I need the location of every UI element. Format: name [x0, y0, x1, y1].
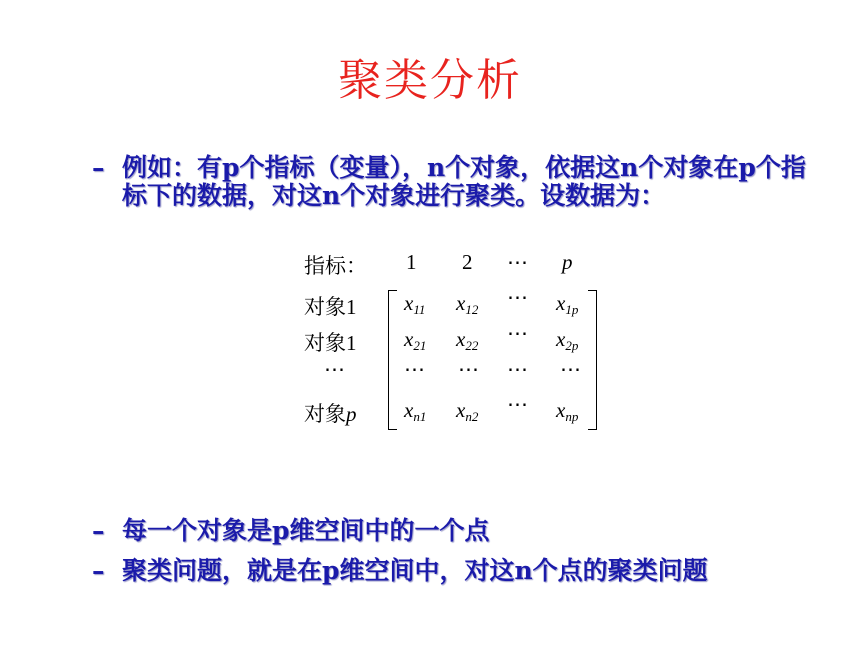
bullet-text: 每一个对象是p维空间中的一个点 [122, 516, 490, 545]
matrix-row-label: 对象p [304, 402, 357, 426]
matrix-header-col: p [562, 250, 573, 274]
matrix-cell: $x_{2p}$ [556, 327, 579, 353]
matrix-left-bracket [388, 290, 397, 430]
matrix-cell: ⋯ [507, 357, 528, 381]
matrix-right-bracket [588, 290, 597, 430]
bullet-text: 例如：有p个指标（变量），n个对象，依据这n个对象在p个指标下的数据，对这n个对象进行聚类。设数据为： [122, 153, 806, 210]
matrix-cell: $x_{22}$ [456, 327, 479, 353]
matrix-cell: $x_{np}$ [556, 398, 579, 424]
matrix-header-col: 2 [462, 250, 473, 274]
matrix-cell: ⋯ [507, 321, 528, 345]
matrix-row-label: ⋯ [324, 357, 345, 381]
matrix-cell: ⋯ [458, 357, 479, 381]
matrix-cell: $x_{12}$ [456, 291, 479, 317]
matrix-cell: $x_{n1}$ [404, 398, 427, 424]
matrix-cell: ⋯ [404, 357, 425, 381]
matrix-header-col: 1 [406, 250, 417, 274]
matrix-cell: $x_{1p}$ [556, 291, 579, 317]
bullet-example [92, 154, 812, 210]
bullet-dash: – [92, 153, 105, 182]
slide-title: 聚类分析 [338, 55, 522, 106]
matrix-row-label: 对象1 [304, 331, 357, 355]
bullet-clustering [92, 557, 812, 585]
matrix-cell: ⋯ [507, 285, 528, 309]
matrix-cell: $x_{11}$ [404, 291, 426, 317]
bullet-text: 聚类问题，就是在p维空间中，对这n个点的聚类问题 [122, 556, 708, 585]
bullet-dash: – [92, 516, 105, 545]
data-matrix [300, 245, 610, 440]
matrix-header-label: 指标： [304, 254, 367, 278]
matrix-cell: ⋯ [507, 392, 528, 416]
matrix-row-label: 对象1 [304, 295, 357, 319]
matrix-cell: $x_{21}$ [404, 327, 427, 353]
bullet-dash: – [92, 556, 105, 585]
matrix-cell: ⋯ [560, 357, 581, 381]
matrix-cell: $x_{n2}$ [456, 398, 479, 424]
bullet-point [92, 517, 812, 545]
matrix-header-col: ⋯ [507, 250, 528, 274]
